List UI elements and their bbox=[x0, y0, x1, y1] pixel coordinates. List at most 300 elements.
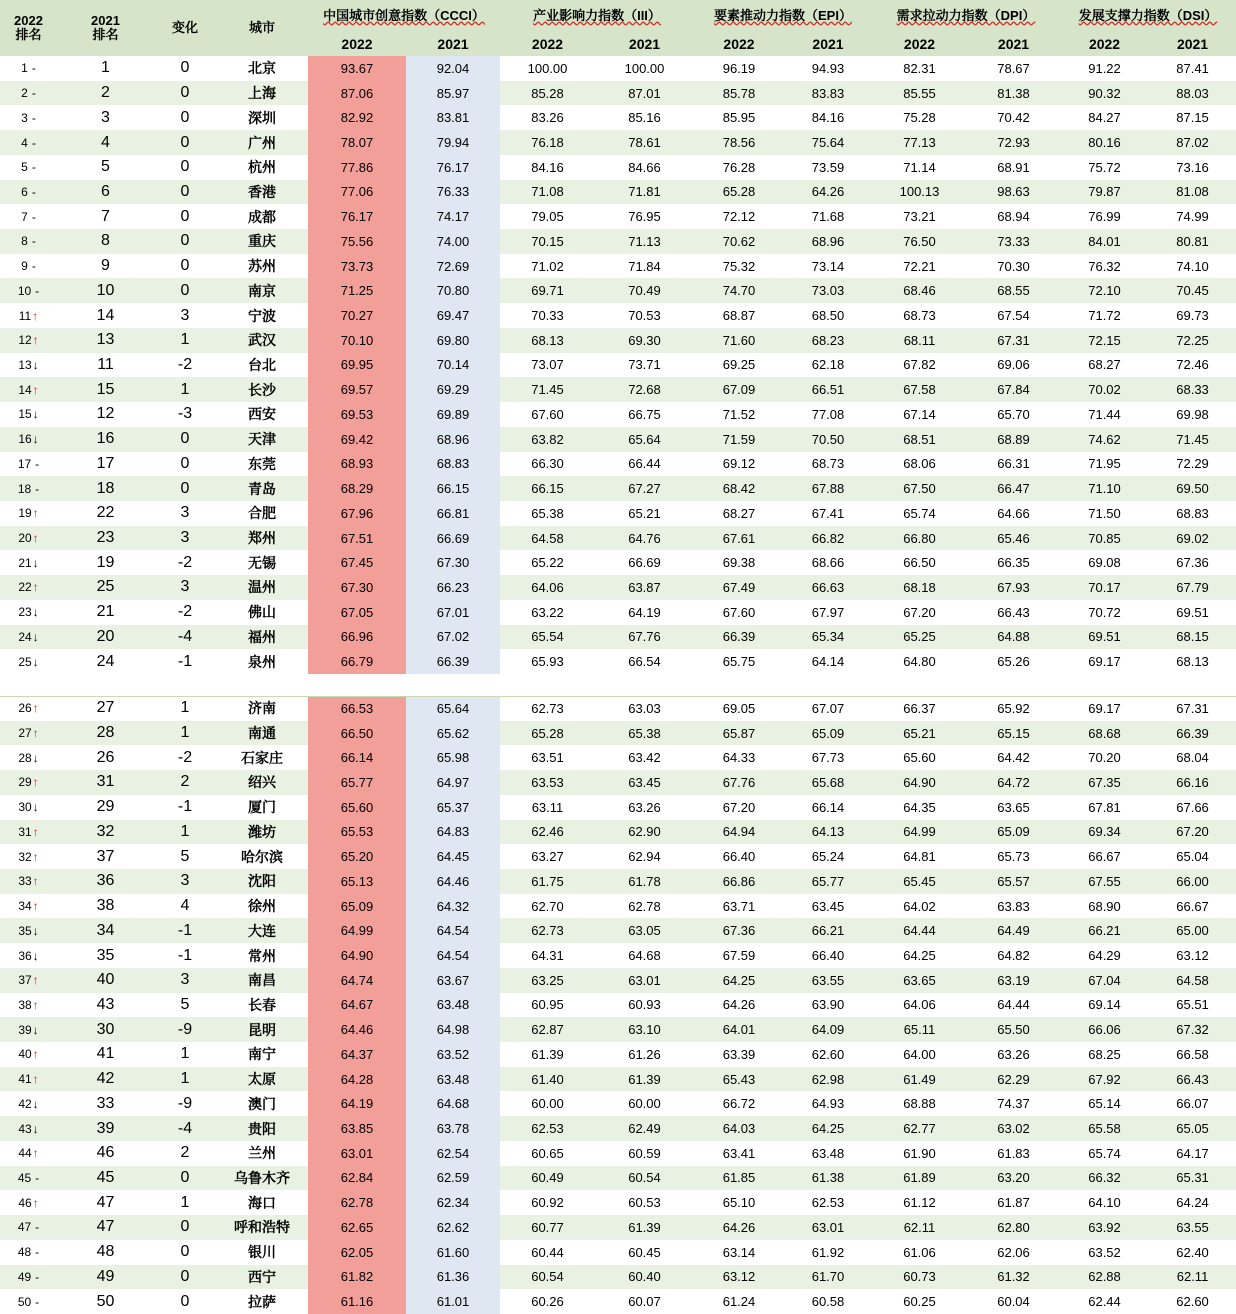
header-year-ccci-2022: 2022 bbox=[308, 31, 406, 56]
rank-change: 0 bbox=[154, 1265, 216, 1290]
header-group-epi bbox=[694, 0, 872, 31]
rank-2022-cell bbox=[0, 745, 57, 770]
rank-2021: 36 bbox=[57, 869, 154, 894]
rank-2021: 27 bbox=[57, 696, 154, 721]
gap-cell bbox=[967, 674, 1060, 696]
city-name: 贵阳 bbox=[216, 1116, 308, 1141]
rank-2021: 21 bbox=[57, 600, 154, 625]
value-ccci-2021: 68.96 bbox=[406, 427, 500, 452]
value-ccci-2021: 61.60 bbox=[406, 1240, 500, 1265]
value-ccci-2022: 69.42 bbox=[308, 427, 406, 452]
table-row bbox=[0, 1265, 1236, 1290]
value-dpi-2021: 63.02 bbox=[967, 1116, 1060, 1141]
value-ccci-2021: 63.48 bbox=[406, 993, 500, 1018]
table-row bbox=[0, 180, 1236, 205]
city-name: 呼和浩特 bbox=[216, 1215, 308, 1240]
value-dsi-2022: 62.88 bbox=[1060, 1265, 1149, 1290]
rank-unchanged-dash-icon: - bbox=[31, 184, 36, 199]
value-epi-2022: 67.09 bbox=[694, 377, 784, 402]
city-name: 绍兴 bbox=[216, 770, 308, 795]
rank-unchanged-dash-icon: - bbox=[31, 110, 36, 125]
value-dpi-2022: 65.74 bbox=[872, 501, 967, 526]
rank-change: 0 bbox=[154, 278, 216, 303]
value-ccci-2021: 65.98 bbox=[406, 745, 500, 770]
city-name: 北京 bbox=[216, 56, 308, 81]
value-epi-2022: 75.32 bbox=[694, 254, 784, 279]
value-dsi-2021: 66.00 bbox=[1149, 869, 1236, 894]
value-iii-2021: 63.87 bbox=[595, 575, 694, 600]
value-dsi-2022: 72.10 bbox=[1060, 278, 1149, 303]
value-epi-2021: 66.14 bbox=[784, 795, 872, 820]
value-ccci-2021: 64.45 bbox=[406, 844, 500, 869]
value-epi-2022: 74.70 bbox=[694, 278, 784, 303]
rank-2021: 43 bbox=[57, 993, 154, 1018]
city-name: 大连 bbox=[216, 918, 308, 943]
rank-2022: 24 bbox=[18, 629, 32, 644]
table-row bbox=[0, 402, 1236, 427]
city-name: 海口 bbox=[216, 1190, 308, 1215]
value-dpi-2022: 68.11 bbox=[872, 328, 967, 353]
value-epi-2021: 65.09 bbox=[784, 721, 872, 746]
header-year-dpi-2022: 2022 bbox=[872, 31, 967, 56]
value-ccci-2022: 62.65 bbox=[308, 1215, 406, 1240]
rank-change: 1 bbox=[154, 377, 216, 402]
value-dsi-2021: 65.04 bbox=[1149, 844, 1236, 869]
value-epi-2022: 66.86 bbox=[694, 869, 784, 894]
value-iii-2021: 76.95 bbox=[595, 204, 694, 229]
value-epi-2021: 66.21 bbox=[784, 918, 872, 943]
rank-2022: 15 bbox=[18, 407, 32, 422]
rank-2022-cell bbox=[0, 229, 57, 254]
rank-2022: 3 bbox=[21, 110, 28, 125]
table-row bbox=[0, 204, 1236, 229]
value-iii-2021: 63.10 bbox=[595, 1017, 694, 1042]
value-dpi-2021: 72.93 bbox=[967, 130, 1060, 155]
value-dpi-2022: 77.13 bbox=[872, 130, 967, 155]
table-row bbox=[0, 254, 1236, 279]
value-dpi-2021: 61.87 bbox=[967, 1190, 1060, 1215]
value-iii-2022: 64.31 bbox=[500, 943, 595, 968]
rank-2022: 45 bbox=[17, 1170, 32, 1185]
rank-2021: 47 bbox=[57, 1215, 154, 1240]
value-dpi-2021: 64.66 bbox=[967, 501, 1060, 526]
value-epi-2022: 67.49 bbox=[694, 575, 784, 600]
value-iii-2022: 73.07 bbox=[500, 353, 595, 378]
rank-down-arrow-icon: ↓ bbox=[32, 1022, 39, 1037]
city-name: 南昌 bbox=[216, 968, 308, 993]
rank-change: -1 bbox=[154, 943, 216, 968]
value-iii-2022: 61.75 bbox=[500, 869, 595, 894]
rank-2021: 12 bbox=[57, 402, 154, 427]
value-dsi-2021: 67.79 bbox=[1149, 575, 1236, 600]
rank-2022-cell bbox=[0, 1091, 57, 1116]
value-dpi-2022: 75.28 bbox=[872, 105, 967, 130]
rank-2022-cell bbox=[0, 1265, 57, 1290]
value-iii-2021: 62.49 bbox=[595, 1116, 694, 1141]
rank-unchanged-dash-icon: - bbox=[31, 160, 36, 175]
value-iii-2021: 73.71 bbox=[595, 353, 694, 378]
table-row bbox=[0, 696, 1236, 721]
rank-2021: 15 bbox=[57, 377, 154, 402]
rank-change: 1 bbox=[154, 696, 216, 721]
rank-change: 1 bbox=[154, 721, 216, 746]
rank-2022-cell bbox=[0, 130, 57, 155]
value-iii-2021: 61.39 bbox=[595, 1067, 694, 1092]
rank-2022-cell bbox=[0, 869, 57, 894]
rank-2022: 5 bbox=[21, 160, 28, 175]
value-ccci-2022: 63.01 bbox=[308, 1141, 406, 1166]
value-epi-2021: 68.96 bbox=[784, 229, 872, 254]
value-iii-2021: 60.53 bbox=[595, 1190, 694, 1215]
value-dsi-2021: 71.45 bbox=[1149, 427, 1236, 452]
value-epi-2022: 65.28 bbox=[694, 180, 784, 205]
rank-unchanged-dash-icon: - bbox=[31, 135, 36, 150]
rank-up-arrow-icon: ↑ bbox=[32, 899, 39, 914]
city-name: 天津 bbox=[216, 427, 308, 452]
rank-change: -1 bbox=[154, 795, 216, 820]
rank-2021: 7 bbox=[57, 204, 154, 229]
value-iii-2021: 63.45 bbox=[595, 770, 694, 795]
value-dpi-2022: 61.90 bbox=[872, 1141, 967, 1166]
value-dsi-2021: 62.40 bbox=[1149, 1240, 1236, 1265]
rank-2021: 39 bbox=[57, 1116, 154, 1141]
value-ccci-2022: 66.96 bbox=[308, 625, 406, 650]
value-epi-2022: 71.52 bbox=[694, 402, 784, 427]
value-ccci-2022: 68.93 bbox=[308, 452, 406, 477]
value-dsi-2021: 67.36 bbox=[1149, 550, 1236, 575]
rank-2022-cell bbox=[0, 377, 57, 402]
rank-2022-cell bbox=[0, 721, 57, 746]
rank-2022: 17 bbox=[17, 456, 32, 471]
city-name: 青岛 bbox=[216, 476, 308, 501]
rank-2022: 48 bbox=[17, 1245, 32, 1260]
value-dpi-2021: 65.09 bbox=[967, 820, 1060, 845]
value-iii-2021: 62.94 bbox=[595, 844, 694, 869]
rank-change: -2 bbox=[154, 353, 216, 378]
city-name: 太原 bbox=[216, 1067, 308, 1092]
rank-2022-cell bbox=[0, 476, 57, 501]
city-name: 石家庄 bbox=[216, 745, 308, 770]
city-name: 常州 bbox=[216, 943, 308, 968]
table-row bbox=[0, 501, 1236, 526]
rank-2021: 26 bbox=[57, 745, 154, 770]
table-row bbox=[0, 844, 1236, 869]
table-row bbox=[0, 1190, 1236, 1215]
rank-change: -1 bbox=[154, 918, 216, 943]
value-dsi-2021: 69.51 bbox=[1149, 600, 1236, 625]
value-dsi-2022: 63.52 bbox=[1060, 1240, 1149, 1265]
value-epi-2022: 64.25 bbox=[694, 968, 784, 993]
value-epi-2021: 62.98 bbox=[784, 1067, 872, 1092]
rank-2022: 42 bbox=[18, 1096, 32, 1111]
rank-unchanged-dash-icon: - bbox=[31, 86, 36, 101]
value-ccci-2022: 64.67 bbox=[308, 993, 406, 1018]
rank-2022: 32 bbox=[18, 849, 32, 864]
value-epi-2022: 66.72 bbox=[694, 1091, 784, 1116]
rank-down-arrow-icon: ↓ bbox=[32, 1121, 39, 1136]
rank-down-arrow-icon: ↓ bbox=[32, 800, 39, 815]
value-dpi-2021: 63.19 bbox=[967, 968, 1060, 993]
value-dpi-2021: 68.91 bbox=[967, 155, 1060, 180]
table-row bbox=[0, 427, 1236, 452]
rank-2021: 17 bbox=[57, 452, 154, 477]
value-ccci-2022: 61.16 bbox=[308, 1289, 406, 1314]
rank-2022: 10 bbox=[17, 283, 32, 298]
value-ccci-2021: 68.83 bbox=[406, 452, 500, 477]
value-dpi-2022: 64.35 bbox=[872, 795, 967, 820]
value-epi-2021: 61.92 bbox=[784, 1240, 872, 1265]
value-iii-2021: 60.00 bbox=[595, 1091, 694, 1116]
rank-2022-cell bbox=[0, 649, 57, 674]
rank-change: 0 bbox=[154, 204, 216, 229]
value-epi-2021: 70.50 bbox=[784, 427, 872, 452]
table-row bbox=[0, 770, 1236, 795]
value-dpi-2021: 66.31 bbox=[967, 452, 1060, 477]
value-epi-2022: 69.38 bbox=[694, 550, 784, 575]
gap-cell bbox=[57, 674, 154, 696]
value-ccci-2022: 65.60 bbox=[308, 795, 406, 820]
value-ccci-2021: 66.81 bbox=[406, 501, 500, 526]
rank-2021: 45 bbox=[57, 1166, 154, 1191]
rank-2022: 34 bbox=[18, 899, 32, 914]
rank-2021: 49 bbox=[57, 1265, 154, 1290]
value-iii-2022: 63.82 bbox=[500, 427, 595, 452]
value-ccci-2022: 73.73 bbox=[308, 254, 406, 279]
header-group-iii bbox=[500, 0, 694, 31]
table-row bbox=[0, 745, 1236, 770]
value-dsi-2021: 69.50 bbox=[1149, 476, 1236, 501]
value-dpi-2022: 64.80 bbox=[872, 649, 967, 674]
header-group-iii-label: 产业影响力指数（III） bbox=[533, 7, 661, 23]
rank-up-arrow-icon: ↑ bbox=[32, 506, 39, 521]
value-epi-2021: 61.70 bbox=[784, 1265, 872, 1290]
value-ccci-2021: 64.98 bbox=[406, 1017, 500, 1042]
table-row bbox=[0, 649, 1236, 674]
rank-2022-cell bbox=[0, 1190, 57, 1215]
value-dpi-2022: 64.99 bbox=[872, 820, 967, 845]
value-dsi-2021: 72.29 bbox=[1149, 452, 1236, 477]
value-ccci-2022: 71.25 bbox=[308, 278, 406, 303]
value-dpi-2022: 64.00 bbox=[872, 1042, 967, 1067]
value-dsi-2021: 64.24 bbox=[1149, 1190, 1236, 1215]
value-epi-2021: 62.18 bbox=[784, 353, 872, 378]
value-epi-2021: 67.41 bbox=[784, 501, 872, 526]
value-dpi-2022: 71.14 bbox=[872, 155, 967, 180]
value-dpi-2022: 66.37 bbox=[872, 696, 967, 721]
header-year-ccci-2021: 2021 bbox=[406, 31, 500, 56]
value-iii-2021: 60.40 bbox=[595, 1265, 694, 1290]
table-header bbox=[0, 0, 1236, 56]
rank-change: 0 bbox=[154, 155, 216, 180]
value-dsi-2022: 75.72 bbox=[1060, 155, 1149, 180]
value-dpi-2022: 65.60 bbox=[872, 745, 967, 770]
rank-2021: 34 bbox=[57, 918, 154, 943]
rank-up-arrow-icon: ↑ bbox=[32, 382, 39, 397]
value-dpi-2022: 68.06 bbox=[872, 452, 967, 477]
rank-2021: 42 bbox=[57, 1067, 154, 1092]
value-ccci-2021: 65.37 bbox=[406, 795, 500, 820]
value-dpi-2022: 72.21 bbox=[872, 254, 967, 279]
rank-2021: 24 bbox=[57, 649, 154, 674]
gap-cell bbox=[406, 674, 500, 696]
value-iii-2021: 69.30 bbox=[595, 328, 694, 353]
value-epi-2021: 64.26 bbox=[784, 180, 872, 205]
value-ccci-2021: 64.68 bbox=[406, 1091, 500, 1116]
rank-2022-cell bbox=[0, 894, 57, 919]
value-iii-2021: 61.39 bbox=[595, 1215, 694, 1240]
value-iii-2021: 61.78 bbox=[595, 869, 694, 894]
rank-up-arrow-icon: ↑ bbox=[32, 726, 39, 741]
value-dsi-2022: 71.10 bbox=[1060, 476, 1149, 501]
value-dsi-2022: 68.25 bbox=[1060, 1042, 1149, 1067]
value-epi-2021: 61.38 bbox=[784, 1166, 872, 1191]
rank-2022: 9 bbox=[21, 259, 28, 274]
rank-2022: 49 bbox=[17, 1269, 32, 1284]
rank-up-arrow-icon: ↑ bbox=[32, 997, 39, 1012]
value-iii-2022: 63.51 bbox=[500, 745, 595, 770]
value-ccci-2021: 69.29 bbox=[406, 377, 500, 402]
rank-up-arrow-icon: ↑ bbox=[32, 775, 39, 790]
rank-2021: 16 bbox=[57, 427, 154, 452]
rank-2022: 14 bbox=[18, 382, 32, 397]
city-name: 温州 bbox=[216, 575, 308, 600]
value-epi-2021: 67.88 bbox=[784, 476, 872, 501]
value-epi-2022: 67.60 bbox=[694, 600, 784, 625]
value-iii-2021: 62.90 bbox=[595, 820, 694, 845]
value-dpi-2022: 67.82 bbox=[872, 353, 967, 378]
rank-2022: 2 bbox=[21, 86, 28, 101]
city-name: 合肥 bbox=[216, 501, 308, 526]
table-row bbox=[0, 1091, 1236, 1116]
header-city: 城市 bbox=[216, 0, 308, 56]
rank-change: 5 bbox=[154, 844, 216, 869]
value-epi-2022: 61.85 bbox=[694, 1166, 784, 1191]
rank-change: 0 bbox=[154, 105, 216, 130]
rank-2022: 19 bbox=[18, 506, 32, 521]
value-dsi-2021: 68.13 bbox=[1149, 649, 1236, 674]
table-row bbox=[0, 278, 1236, 303]
value-iii-2022: 63.22 bbox=[500, 600, 595, 625]
city-name: 沈阳 bbox=[216, 869, 308, 894]
value-ccci-2022: 67.96 bbox=[308, 501, 406, 526]
value-dsi-2021: 67.31 bbox=[1149, 696, 1236, 721]
rank-unchanged-dash-icon: - bbox=[31, 234, 36, 249]
rank-2022-cell bbox=[0, 303, 57, 328]
rank-2022: 25 bbox=[18, 654, 32, 669]
table-row bbox=[0, 1067, 1236, 1092]
value-ccci-2021: 74.17 bbox=[406, 204, 500, 229]
value-ccci-2022: 76.17 bbox=[308, 204, 406, 229]
value-epi-2021: 66.51 bbox=[784, 377, 872, 402]
value-dpi-2022: 65.11 bbox=[872, 1017, 967, 1042]
value-iii-2021: 60.45 bbox=[595, 1240, 694, 1265]
rank-down-arrow-icon: ↓ bbox=[32, 923, 39, 938]
rank-2022: 1 bbox=[21, 61, 28, 76]
value-epi-2021: 71.68 bbox=[784, 204, 872, 229]
table-row bbox=[0, 795, 1236, 820]
value-dsi-2022: 69.17 bbox=[1060, 696, 1149, 721]
rank-change: 0 bbox=[154, 1289, 216, 1314]
value-epi-2022: 71.60 bbox=[694, 328, 784, 353]
value-dsi-2021: 62.11 bbox=[1149, 1265, 1236, 1290]
value-dsi-2021: 81.08 bbox=[1149, 180, 1236, 205]
value-iii-2022: 60.26 bbox=[500, 1289, 595, 1314]
value-iii-2021: 63.05 bbox=[595, 918, 694, 943]
value-ccci-2022: 66.53 bbox=[308, 696, 406, 721]
rank-up-arrow-icon: ↑ bbox=[32, 531, 39, 546]
value-ccci-2022: 64.74 bbox=[308, 968, 406, 993]
value-dsi-2021: 66.43 bbox=[1149, 1067, 1236, 1092]
rank-2022-cell bbox=[0, 1116, 57, 1141]
value-dpi-2021: 62.29 bbox=[967, 1067, 1060, 1092]
header-year-iii-2022: 2022 bbox=[500, 31, 595, 56]
value-dsi-2021: 62.60 bbox=[1149, 1289, 1236, 1314]
rank-change: 0 bbox=[154, 130, 216, 155]
rank-up-arrow-icon: ↑ bbox=[32, 1047, 39, 1062]
gap-cell bbox=[784, 674, 872, 696]
rank-up-arrow-icon: ↑ bbox=[32, 580, 39, 595]
rank-2022-cell bbox=[0, 968, 57, 993]
table-row bbox=[0, 894, 1236, 919]
value-dsi-2022: 71.95 bbox=[1060, 452, 1149, 477]
city-name: 西安 bbox=[216, 402, 308, 427]
header-group-epi-label: 要素推动力指数（EPI） bbox=[714, 7, 852, 23]
value-dsi-2022: 69.34 bbox=[1060, 820, 1149, 845]
rank-up-arrow-icon: ↑ bbox=[32, 308, 39, 323]
value-iii-2022: 60.77 bbox=[500, 1215, 595, 1240]
rank-unchanged-dash-icon: - bbox=[31, 209, 36, 224]
value-iii-2021: 70.53 bbox=[595, 303, 694, 328]
value-dsi-2022: 66.67 bbox=[1060, 844, 1149, 869]
header-group-ccci bbox=[308, 0, 500, 31]
value-ccci-2021: 70.14 bbox=[406, 353, 500, 378]
rank-2021: 38 bbox=[57, 894, 154, 919]
value-dsi-2022: 84.01 bbox=[1060, 229, 1149, 254]
value-dpi-2022: 67.14 bbox=[872, 402, 967, 427]
table-row bbox=[0, 575, 1236, 600]
rank-down-arrow-icon: ↓ bbox=[32, 948, 39, 963]
rank-up-arrow-icon: ↑ bbox=[32, 701, 39, 716]
value-epi-2022: 67.76 bbox=[694, 770, 784, 795]
city-name: 徐州 bbox=[216, 894, 308, 919]
rank-change: 0 bbox=[154, 56, 216, 81]
value-iii-2022: 63.53 bbox=[500, 770, 595, 795]
rank-2022: 18 bbox=[17, 481, 32, 496]
value-dsi-2021: 66.16 bbox=[1149, 770, 1236, 795]
rank-2022: 26 bbox=[18, 701, 32, 716]
value-ccci-2022: 67.51 bbox=[308, 526, 406, 551]
rank-2022: 41 bbox=[18, 1072, 32, 1087]
value-ccci-2021: 62.34 bbox=[406, 1190, 500, 1215]
value-iii-2022: 71.45 bbox=[500, 377, 595, 402]
rank-2021: 22 bbox=[57, 501, 154, 526]
value-epi-2022: 68.42 bbox=[694, 476, 784, 501]
value-dpi-2022: 85.55 bbox=[872, 81, 967, 106]
value-dsi-2022: 68.68 bbox=[1060, 721, 1149, 746]
value-iii-2022: 64.06 bbox=[500, 575, 595, 600]
rank-change: 5 bbox=[154, 993, 216, 1018]
value-dsi-2022: 70.17 bbox=[1060, 575, 1149, 600]
header-rank-2021 bbox=[57, 0, 154, 56]
value-iii-2022: 67.60 bbox=[500, 402, 595, 427]
value-epi-2022: 67.36 bbox=[694, 918, 784, 943]
value-epi-2021: 64.93 bbox=[784, 1091, 872, 1116]
value-epi-2022: 65.10 bbox=[694, 1190, 784, 1215]
rank-2021: 33 bbox=[57, 1091, 154, 1116]
rank-2022-cell bbox=[0, 844, 57, 869]
value-ccci-2021: 76.33 bbox=[406, 180, 500, 205]
value-iii-2021: 71.84 bbox=[595, 254, 694, 279]
